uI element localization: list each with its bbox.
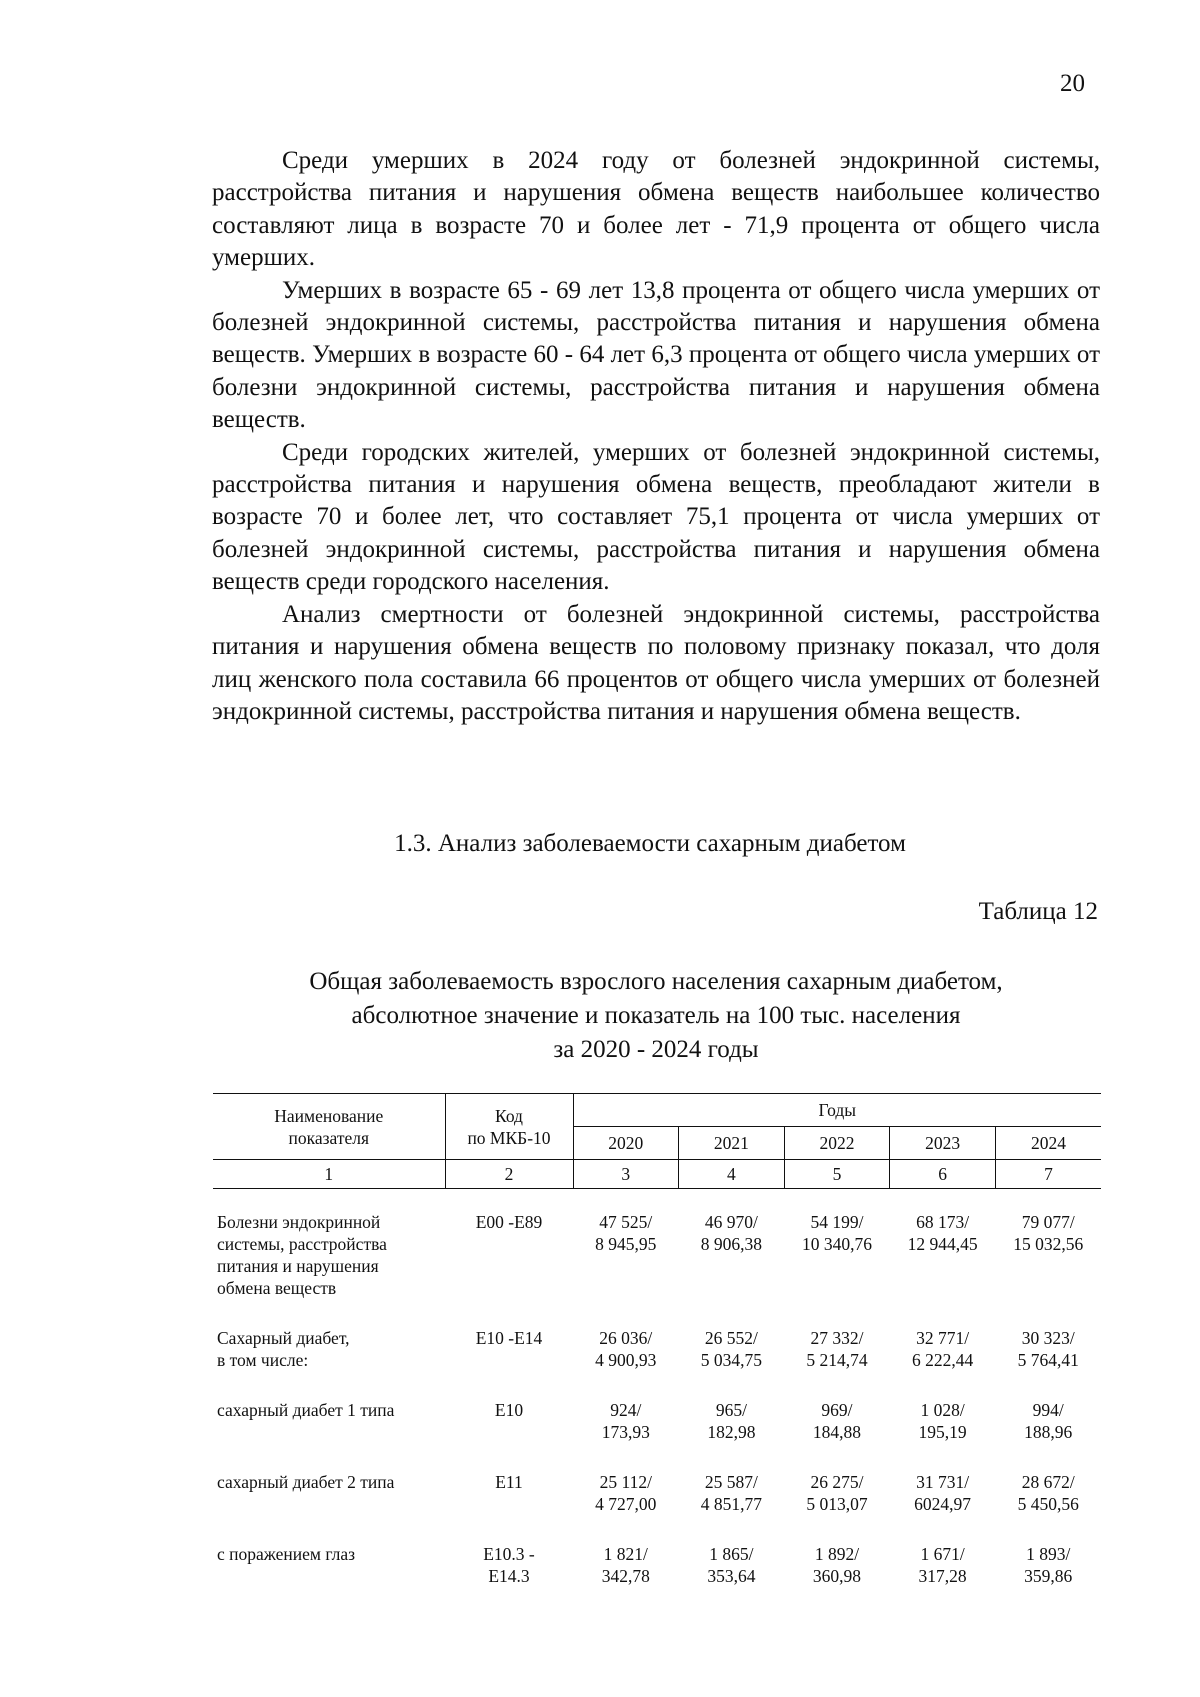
table-title-line: абсолютное значение и показатель на 100 тыс. населения <box>351 1002 961 1029</box>
row-year-value: 969/ 184,88 <box>812 1400 862 1442</box>
row-year-value: 1 865/ 353,64 <box>707 1544 756 1586</box>
table-row <box>213 1327 1101 1371</box>
column-number: 5 <box>784 1160 890 1189</box>
column-number: 2 <box>445 1160 573 1189</box>
row-icd-code: E10 -E14 <box>475 1328 543 1348</box>
row-year-value: 1 821/ 342,78 <box>601 1544 650 1586</box>
row-year-value: 30 323/ 5 764,41 <box>1017 1328 1079 1370</box>
row-icd-code: E00 -E89 <box>475 1212 543 1232</box>
row-year-value: 1 028/ 195,19 <box>918 1400 967 1442</box>
paragraph: Анализ смертности от болезней эндокринной системы, расстройства питания и нарушения обмена веществ по половому признаку показал, что доля лиц женского пола составила 66 процентов от общего числа умерших от болезней эндокринной системы, расстройства питания и нарушения обмена веществ. <box>212 600 1100 725</box>
header-name: Наименование показателя <box>213 1094 445 1160</box>
row-year-value: 47 525/ 8 945,95 <box>595 1212 657 1254</box>
row-icd-code: E10.3 - E14.3 <box>483 1544 535 1586</box>
row-icd-code: E10 <box>494 1400 524 1420</box>
page-number: 20 <box>1060 70 1085 97</box>
column-number: 6 <box>890 1160 996 1189</box>
header-year: 2020 <box>573 1127 679 1160</box>
table-row <box>213 1543 1101 1587</box>
row-year-value: 26 036/ 4 900,93 <box>595 1328 657 1370</box>
header-year: 2022 <box>784 1127 890 1160</box>
table-row <box>213 1471 1101 1515</box>
table-title-line: Общая заболеваемость взрослого населения сахарным диабетом, <box>309 968 1003 995</box>
header-year: 2021 <box>679 1127 785 1160</box>
header-year: 2023 <box>890 1127 996 1160</box>
row-year-value: 27 332/ 5 214,74 <box>806 1328 868 1370</box>
row-indicator-name: сахарный диабет 1 типа <box>217 1400 395 1420</box>
row-year-value: 46 970/ 8 906,38 <box>700 1212 763 1254</box>
row-year-value: 25 587/ 4 851,77 <box>700 1472 763 1514</box>
column-number: 7 <box>995 1160 1101 1189</box>
column-number: 3 <box>573 1160 679 1189</box>
header-year: 2024 <box>995 1127 1101 1160</box>
table-row <box>213 1399 1101 1443</box>
column-number: 1 <box>213 1160 445 1189</box>
paragraph: Среди городских жителей, умерших от болезней эндокринной системы, расстройства питания и нарушения обмена веществ, преобладают жители в возрасте 70 и более лет, что составляет 75,1 процента от числа умерших от болезней эндокринной системы, расстройства питания и нарушения обмена веществ среди городского населения. <box>212 438 1100 596</box>
table-body <box>213 1189 1101 1588</box>
row-year-value: 28 672/ 5 450,56 <box>1017 1472 1079 1514</box>
row-year-value: 25 112/ 4 727,00 <box>595 1472 657 1514</box>
row-year-value: 1 671/ 317,28 <box>918 1544 967 1586</box>
row-icd-code: E11 <box>495 1472 523 1492</box>
table-title <box>210 965 1102 1067</box>
row-year-value: 994/ 188,96 <box>1024 1400 1073 1442</box>
row-year-value: 26 552/ 5 034,75 <box>700 1328 763 1370</box>
table-row <box>213 1211 1101 1299</box>
row-indicator-name: сахарный диабет 2 типа <box>217 1472 395 1492</box>
row-year-value: 1 893/ 359,86 <box>1024 1544 1073 1586</box>
row-year-value: 31 731/ 6024,97 <box>914 1472 972 1514</box>
row-year-value: 924/ 173,93 <box>601 1400 650 1442</box>
row-indicator-name: с поражением глаз <box>217 1544 356 1564</box>
section-heading: 1.3. Анализ заболеваемости сахарным диабетом <box>394 830 906 857</box>
table-title-line: за 2020 - 2024 годы <box>553 1036 759 1063</box>
paragraph: Среди умерших в 2024 году от болезней эндокринной системы, расстройства питания и нарушения обмена веществ наибольшее количество составляют лица в возрасте 70 и более лет - 71,9 процента от общего числа умерших. <box>212 147 1100 272</box>
row-indicator-name: Сахарный диабет, в том числе: <box>217 1328 350 1370</box>
column-number: 4 <box>679 1160 785 1189</box>
row-year-value: 79 077/ 15 032,56 <box>1013 1212 1084 1254</box>
row-indicator-name: Болезни эндокринной системы, расстройства питания и нарушения обмена веществ <box>217 1212 387 1298</box>
row-year-value: 54 199/ 10 340,76 <box>801 1212 872 1254</box>
row-year-value: 26 275/ 5 013,07 <box>806 1472 868 1514</box>
morbidity-table <box>213 1093 1101 1587</box>
header-code: Код по МКБ-10 <box>445 1094 573 1160</box>
table-label: Таблица 12 <box>978 898 1098 925</box>
row-year-value: 1 892/ 360,98 <box>812 1544 862 1586</box>
header-years-group: Годы <box>573 1094 1101 1127</box>
paragraph: Умерших в возрасте 65 - 69 лет 13,8 процента от общего числа умерших от болезней эндокринной системы, расстройства питания и нарушения обмена веществ. Умерших в возрасте 60 - 64 лет 6,3 процента от общего числа умерших от болезни эндокринной системы, расстройства питания и нарушения обмена веществ. <box>212 276 1100 434</box>
row-year-value: 68 173/ 12 944,45 <box>907 1212 978 1254</box>
body-text <box>212 145 1100 728</box>
row-year-value: 965/ 182,98 <box>707 1400 756 1442</box>
row-year-value: 32 771/ 6 222,44 <box>911 1328 974 1370</box>
